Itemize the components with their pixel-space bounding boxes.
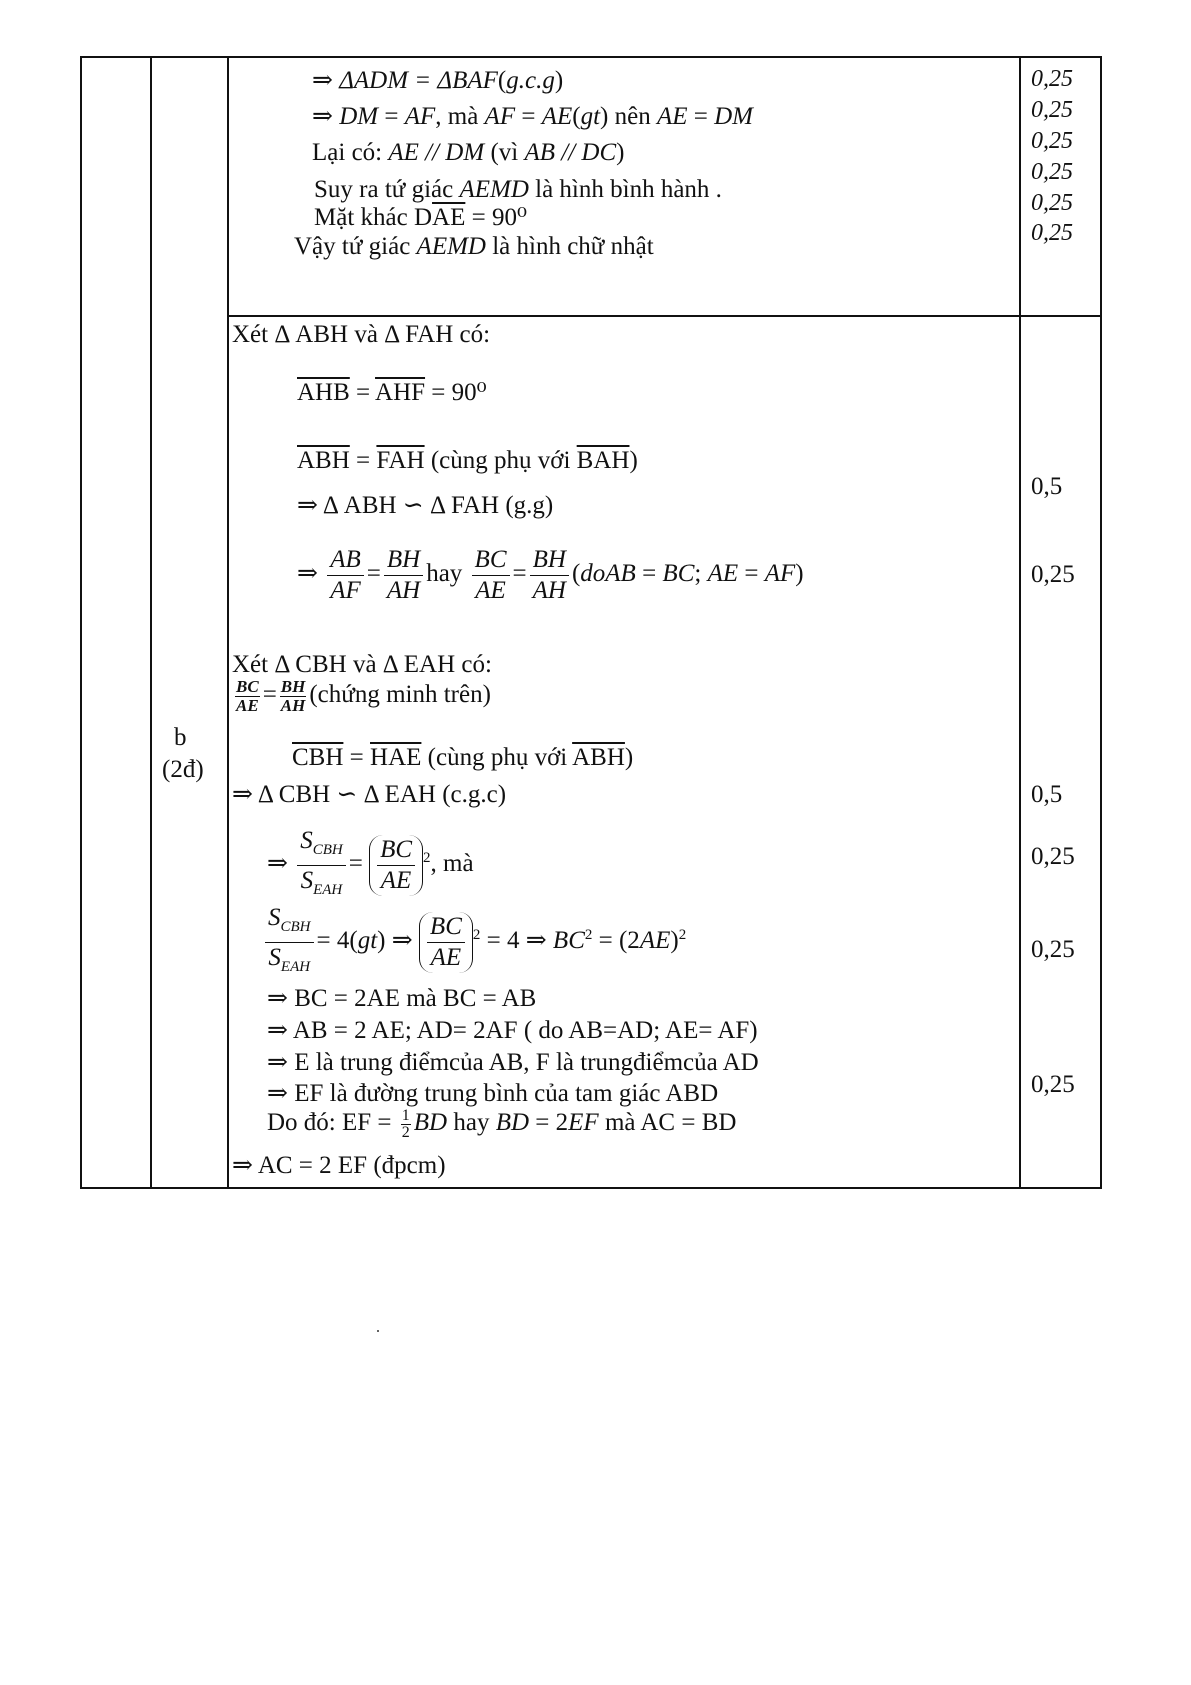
row1-line-2: ⇒ DM = AF, mà AF = AE(gt) nên AE = DM bbox=[312, 103, 753, 130]
similar-abh-fah: ⇒ Δ ABH ∽ Δ FAH (g.g) bbox=[297, 492, 554, 519]
row1-score-5: 0,25 bbox=[1031, 190, 1073, 216]
step-midpoints: ⇒ E là trung điểmcủa AB, F là trungđiểmcủa AD bbox=[267, 1049, 759, 1076]
row1-score-3: 0,25 bbox=[1031, 128, 1073, 154]
ratio-equation-1: ⇒ $\frac{AB}{AF}$ = $\frac{BH}{AH}$ hay $\frac{BC}{AE}$ = $\frac{BH}{AH}$ (doAB = BC; AE = AF) bbox=[297, 546, 804, 604]
row1-line-4: Suy ra tứ giác AEMD là hình bình hành . bbox=[314, 176, 722, 203]
row2-score-2: 0,25 bbox=[1031, 561, 1075, 588]
area-ratio-2: $S_{CBH}$ $S_{EAH}$ = 4(gt) ⇒ $\frac{BC}{AE}$ $^2$ = 4 ⇒ $BC^2 = (2AE)^2$ bbox=[262, 903, 686, 982]
row2-score-3: 0,5 bbox=[1031, 781, 1063, 808]
xet-abh-fah: Xét Δ ABH và Δ FAH có: bbox=[232, 321, 491, 348]
conclusion: ⇒ AC = 2 EF (đpcm) bbox=[232, 1152, 446, 1179]
ratio-equation-2: $\frac{BC}{AE}$ = $\frac{BH}{AH}$ (chứng minh trên) bbox=[236, 677, 491, 715]
row1-line-5: Mặt khác $D\overline{AE} = 90^0$ bbox=[314, 204, 527, 231]
row1-line-3: Lại có: AE // DM (vì AB // DC) bbox=[312, 139, 625, 166]
angle-ahb-ahf: $\overline{AHB} = \overline{AHF} = 90^0$ bbox=[297, 379, 487, 406]
part-points: (2đ) bbox=[162, 756, 204, 783]
row1-score-1: 0,25 bbox=[1031, 66, 1073, 92]
col-divider-1 bbox=[150, 58, 152, 1187]
answer-table bbox=[80, 56, 1102, 1189]
angle-abh-fah: $\overline{ABH} = \overline{FAH}$ (cùng phụ với $\overline{BAH}$) bbox=[297, 447, 638, 474]
row2-score-1: 0,5 bbox=[1031, 473, 1063, 500]
similar-cbh-eah: ⇒ Δ CBH ∽ Δ EAH (c.g.c) bbox=[232, 781, 507, 808]
part-label: b bbox=[174, 724, 187, 751]
row1-score-6: 0,25 bbox=[1031, 220, 1073, 246]
row1-score-2: 0,25 bbox=[1031, 97, 1073, 123]
step-midline: ⇒ EF là đường trung bình của tam giác ABD bbox=[267, 1080, 719, 1107]
xet-cbh-eah: Xét Δ CBH và Δ EAH có: bbox=[232, 651, 492, 678]
row2-score-5: 0,25 bbox=[1031, 936, 1075, 963]
step-bc-2ae: ⇒ BC = 2AE mà BC = AB bbox=[267, 985, 537, 1012]
stray-dot bbox=[377, 1330, 379, 1332]
row2-score-4: 0,25 bbox=[1031, 843, 1075, 870]
area-ratio-1: ⇒ $S_{CBH}$ $S_{EAH}$ = $\frac{BC}{AE}$ $^2$, mà bbox=[267, 827, 474, 898]
row1-score-4: 0,25 bbox=[1031, 159, 1073, 185]
step-ab-ad: ⇒ AB = 2 AE; AD= 2AF ( do AB=AD; AE= AF) bbox=[267, 1017, 758, 1044]
col-divider-2 bbox=[227, 58, 229, 1187]
col-divider-3 bbox=[1019, 58, 1021, 1187]
row-divider bbox=[227, 315, 1100, 317]
row1-line-6: Vậy tứ giác AEMD là hình chữ nhật bbox=[294, 233, 654, 260]
row1-line-1: ⇒ ΔADM = ΔBAF(g.c.g) bbox=[312, 67, 564, 94]
step-ef-bd: Do đó: EF = $\frac{1}{2}$ BD hay BD = 2EF mà AC = BD bbox=[267, 1107, 737, 1141]
row2-score-6: 0,25 bbox=[1031, 1071, 1075, 1098]
angle-cbh-hae: $\overline{CBH} = \overline{HAE}$ (cùng phụ với $\overline{ABH}$) bbox=[292, 744, 634, 771]
